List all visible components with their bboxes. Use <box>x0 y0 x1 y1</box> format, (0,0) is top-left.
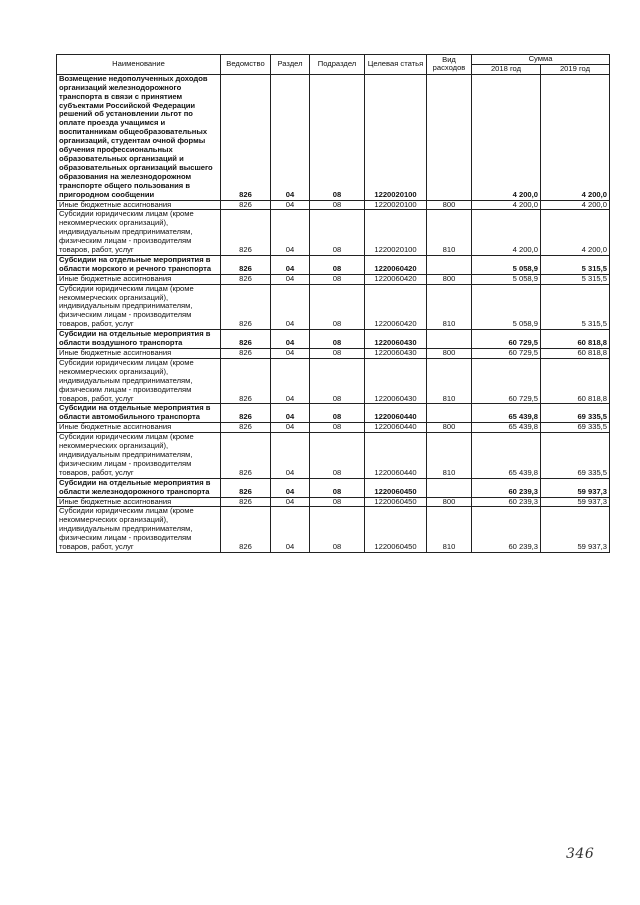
cell-target-article: 1220060430 <box>365 330 427 349</box>
cell-subsection: 08 <box>310 478 365 497</box>
cell-target-article: 1220060450 <box>365 507 427 553</box>
col-header-year-2019: 2019 год <box>541 64 610 74</box>
cell-amount-2018: 60 239,3 <box>472 497 541 507</box>
cell-department: 826 <box>221 255 271 274</box>
table-row <box>57 255 610 274</box>
cell-subsection: 08 <box>310 404 365 423</box>
cell-amount-2019: 60 818,8 <box>541 330 610 349</box>
table-row <box>57 210 610 256</box>
cell-name: Иные бюджетные ассигнования <box>57 200 221 210</box>
cell-target-article: 1220060420 <box>365 255 427 274</box>
table-row <box>57 284 610 330</box>
cell-amount-2019: 4 200,0 <box>541 74 610 200</box>
cell-subsection: 08 <box>310 74 365 200</box>
cell-name: Субсидии на отдельные мероприятия в области воздушного транспорта <box>57 330 221 349</box>
cell-department: 826 <box>221 507 271 553</box>
cell-target-article: 1220060440 <box>365 404 427 423</box>
cell-department: 826 <box>221 404 271 423</box>
col-header-amount: Сумма <box>472 55 610 65</box>
cell-section: 04 <box>271 284 310 330</box>
cell-amount-2018: 65 439,8 <box>472 404 541 423</box>
cell-name: Субсидии юридическим лицам (кроме некоммерческих организаций), индивидуальным предпринимателям, физическим лицам - производителям товаров, работ, услуг <box>57 210 221 256</box>
cell-amount-2018: 60 729,5 <box>472 349 541 359</box>
cell-department: 826 <box>221 330 271 349</box>
cell-name: Иные бюджетные ассигнования <box>57 497 221 507</box>
cell-name: Субсидии юридическим лицам (кроме некоммерческих организаций), индивидуальным предпринимателям, физическим лицам - производителям товаров, работ, услуг <box>57 284 221 330</box>
cell-subsection: 08 <box>310 210 365 256</box>
cell-name: Субсидии юридическим лицам (кроме некоммерческих организаций), индивидуальным предпринимателям, физическим лицам - производителям товаров, работ, услуг <box>57 507 221 553</box>
cell-expense-type <box>427 478 472 497</box>
cell-subsection: 08 <box>310 274 365 284</box>
cell-department: 826 <box>221 497 271 507</box>
cell-expense-type: 800 <box>427 349 472 359</box>
cell-name: Иные бюджетные ассигнования <box>57 349 221 359</box>
table-body <box>57 74 610 552</box>
cell-amount-2019: 60 818,8 <box>541 349 610 359</box>
cell-amount-2019: 59 937,3 <box>541 478 610 497</box>
cell-name: Возмещение недополученных доходов организаций железнодорожного транспорта в связи с принятием субъектами Российской Федерации решений об установлении льгот по оплате проезда учащимся и воспитанникам общеобразовательных организаций, студентам очной формы обучения профессиональных образовательных организаций и образовательных организаций высшего образования на железнодорожном транспорте общего пользования в пригородном сообщении <box>57 74 221 200</box>
table-row <box>57 274 610 284</box>
cell-target-article: 1220060420 <box>365 274 427 284</box>
cell-department: 826 <box>221 284 271 330</box>
cell-section: 04 <box>271 255 310 274</box>
cell-target-article: 1220060450 <box>365 478 427 497</box>
cell-department: 826 <box>221 349 271 359</box>
cell-target-article: 1220060420 <box>365 284 427 330</box>
table-row <box>57 404 610 423</box>
cell-amount-2019: 4 200,0 <box>541 210 610 256</box>
cell-subsection: 08 <box>310 284 365 330</box>
cell-section: 04 <box>271 210 310 256</box>
cell-amount-2019: 69 335,5 <box>541 423 610 433</box>
cell-amount-2018: 5 058,9 <box>472 255 541 274</box>
cell-section: 04 <box>271 507 310 553</box>
col-header-year-2018: 2018 год <box>472 64 541 74</box>
table-row <box>57 330 610 349</box>
budget-table <box>56 54 610 553</box>
col-header-subsection: Подраздел <box>310 55 365 75</box>
cell-section: 04 <box>271 423 310 433</box>
cell-expense-type: 810 <box>427 507 472 553</box>
cell-department: 826 <box>221 423 271 433</box>
cell-department: 826 <box>221 74 271 200</box>
cell-expense-type: 800 <box>427 274 472 284</box>
budget-sheet <box>56 54 609 553</box>
cell-subsection: 08 <box>310 507 365 553</box>
cell-section: 04 <box>271 274 310 284</box>
cell-amount-2019: 4 200,0 <box>541 200 610 210</box>
cell-name: Иные бюджетные ассигнования <box>57 274 221 284</box>
cell-amount-2019: 69 335,5 <box>541 433 610 479</box>
cell-expense-type <box>427 404 472 423</box>
cell-expense-type: 800 <box>427 423 472 433</box>
cell-amount-2018: 5 058,9 <box>472 274 541 284</box>
cell-amount-2018: 60 729,5 <box>472 330 541 349</box>
page-number: 346 <box>566 846 595 862</box>
cell-name: Субсидии юридическим лицам (кроме некоммерческих организаций), индивидуальным предпринимателям, физическим лицам - производителям товаров, работ, услуг <box>57 433 221 479</box>
cell-section: 04 <box>271 358 310 404</box>
cell-name: Иные бюджетные ассигнования <box>57 423 221 433</box>
cell-subsection: 08 <box>310 349 365 359</box>
cell-target-article: 1220060440 <box>365 423 427 433</box>
cell-amount-2018: 60 239,3 <box>472 507 541 553</box>
cell-amount-2018: 4 200,0 <box>472 74 541 200</box>
table-row <box>57 497 610 507</box>
col-header-section: Раздел <box>271 55 310 75</box>
cell-name: Субсидии на отдельные мероприятия в области автомобильного транспорта <box>57 404 221 423</box>
cell-amount-2019: 5 315,5 <box>541 284 610 330</box>
cell-section: 04 <box>271 433 310 479</box>
table-row <box>57 433 610 479</box>
col-header-name: Наименование <box>57 55 221 75</box>
cell-amount-2019: 60 818,8 <box>541 358 610 404</box>
cell-section: 04 <box>271 330 310 349</box>
table-row <box>57 358 610 404</box>
cell-expense-type <box>427 255 472 274</box>
cell-expense-type: 810 <box>427 358 472 404</box>
cell-target-article: 1220060450 <box>365 497 427 507</box>
cell-department: 826 <box>221 358 271 404</box>
cell-section: 04 <box>271 404 310 423</box>
col-header-target-article: Целевая статья <box>365 55 427 75</box>
cell-name: Субсидии юридическим лицам (кроме некоммерческих организаций), индивидуальным предпринимателям, физическим лицам - производителям товаров, работ, услуг <box>57 358 221 404</box>
cell-amount-2018: 4 200,0 <box>472 210 541 256</box>
cell-expense-type: 810 <box>427 433 472 479</box>
cell-expense-type: 800 <box>427 200 472 210</box>
cell-expense-type: 810 <box>427 284 472 330</box>
table-row <box>57 507 610 553</box>
col-header-expense-type: Вид расходов <box>427 55 472 75</box>
cell-subsection: 08 <box>310 255 365 274</box>
cell-subsection: 08 <box>310 358 365 404</box>
table-row <box>57 478 610 497</box>
cell-section: 04 <box>271 200 310 210</box>
cell-expense-type: 810 <box>427 210 472 256</box>
cell-amount-2018: 60 729,5 <box>472 358 541 404</box>
cell-target-article: 1220020100 <box>365 210 427 256</box>
cell-target-article: 1220060440 <box>365 433 427 479</box>
table-row <box>57 74 610 200</box>
cell-amount-2019: 5 315,5 <box>541 274 610 284</box>
table-row <box>57 200 610 210</box>
cell-amount-2018: 4 200,0 <box>472 200 541 210</box>
cell-subsection: 08 <box>310 423 365 433</box>
cell-amount-2018: 5 058,9 <box>472 284 541 330</box>
cell-amount-2019: 69 335,5 <box>541 404 610 423</box>
cell-name: Субсидии на отдельные мероприятия в области морского и речного транспорта <box>57 255 221 274</box>
cell-expense-type <box>427 74 472 200</box>
cell-amount-2018: 65 439,8 <box>472 433 541 479</box>
table-row <box>57 423 610 433</box>
cell-section: 04 <box>271 478 310 497</box>
cell-section: 04 <box>271 349 310 359</box>
cell-target-article: 1220060430 <box>365 358 427 404</box>
cell-amount-2018: 65 439,8 <box>472 423 541 433</box>
cell-department: 826 <box>221 210 271 256</box>
table-row <box>57 349 610 359</box>
cell-department: 826 <box>221 200 271 210</box>
cell-expense-type <box>427 330 472 349</box>
cell-subsection: 08 <box>310 200 365 210</box>
table-header <box>57 55 610 75</box>
cell-amount-2019: 5 315,5 <box>541 255 610 274</box>
cell-target-article: 1220020100 <box>365 200 427 210</box>
cell-amount-2018: 60 239,3 <box>472 478 541 497</box>
cell-target-article: 1220060430 <box>365 349 427 359</box>
cell-expense-type: 800 <box>427 497 472 507</box>
cell-department: 826 <box>221 433 271 479</box>
cell-department: 826 <box>221 478 271 497</box>
cell-name: Субсидии на отдельные мероприятия в области железнодорожного транспорта <box>57 478 221 497</box>
cell-amount-2019: 59 937,3 <box>541 497 610 507</box>
cell-subsection: 08 <box>310 433 365 479</box>
cell-subsection: 08 <box>310 330 365 349</box>
cell-section: 04 <box>271 497 310 507</box>
cell-target-article: 1220020100 <box>365 74 427 200</box>
cell-department: 826 <box>221 274 271 284</box>
col-header-department: Ведомство <box>221 55 271 75</box>
cell-section: 04 <box>271 74 310 200</box>
cell-subsection: 08 <box>310 497 365 507</box>
cell-amount-2019: 59 937,3 <box>541 507 610 553</box>
